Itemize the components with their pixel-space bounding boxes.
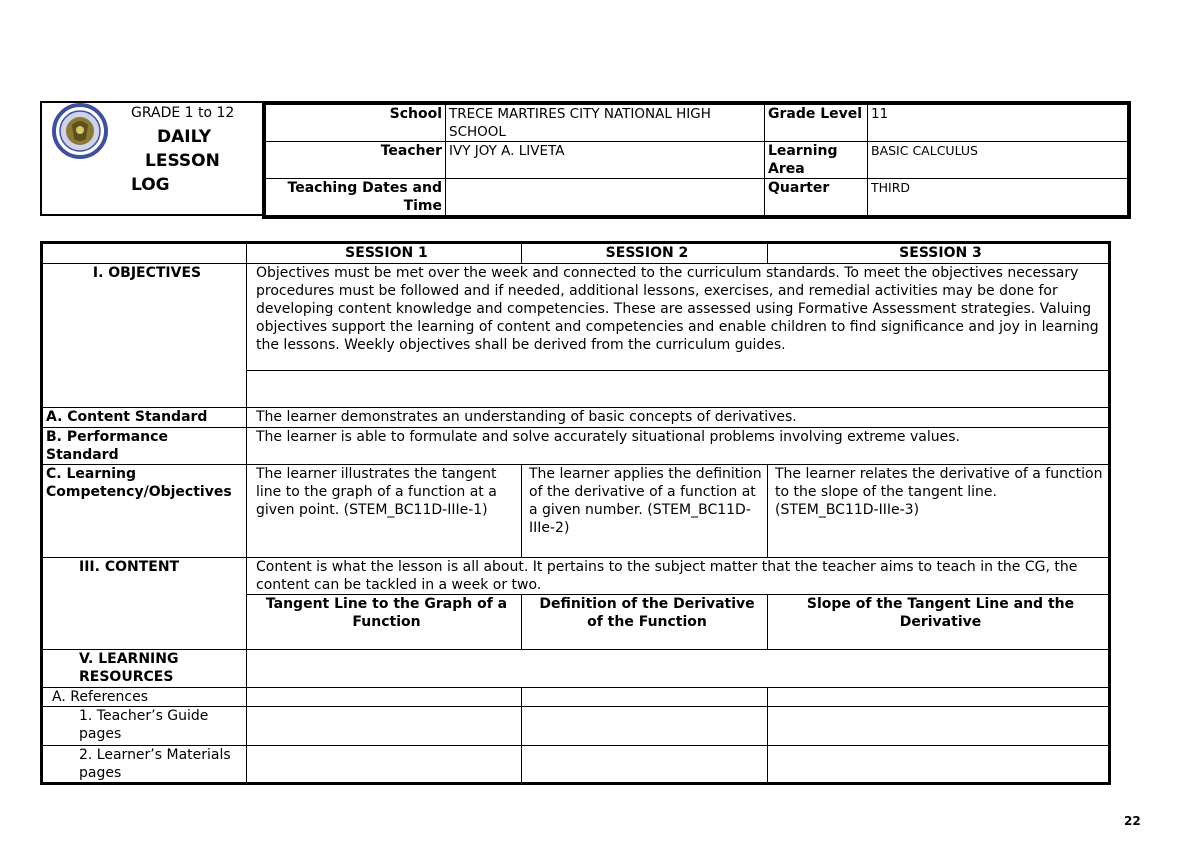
teacher-label: Teacher <box>264 142 446 179</box>
deped-seal-logo <box>50 103 110 159</box>
references-session-3 <box>768 688 1110 707</box>
teachers-guide-session-2 <box>522 707 768 746</box>
learners-materials-session-1 <box>247 746 522 784</box>
content-row <box>42 558 1110 595</box>
content-standard-text: The learner demonstrates an understanding of basic concepts of derivatives. <box>247 408 1110 428</box>
teachers-guide-label: 1. Teacher’s Guide pages <box>42 707 247 746</box>
topic-session-3: Slope of the Tangent Line and the Derivative <box>768 595 1110 650</box>
grade-level-value: 11 <box>868 103 1130 142</box>
title-line: LESSON <box>145 151 220 171</box>
teachers-guide-row <box>42 707 1110 746</box>
objectives-text: Objectives must be met over the week and connected to the curriculum standards. To meet the objectives necessary procedures must be followed and if needed, additional lessons, exercises, and remedial activities may be done for developing content knowledge and competencies. These are assessed using Formative Assessment strategies. Valuing objectives support the learning of content and competencies and enable children to find significance and joy in learning the lessons. Weekly objectives shall be derived from the curriculum guides. <box>247 264 1110 371</box>
references-session-1 <box>247 688 522 707</box>
learning-area-value: BASIC CALCULUS <box>868 142 1130 179</box>
learners-materials-session-2 <box>522 746 768 784</box>
learning-area-label: Learning Area <box>765 142 868 179</box>
topic-session-2: Definition of the Derivative of the Function <box>522 595 768 650</box>
learners-materials-label: 2. Learner’s Materials pages <box>42 746 247 784</box>
page-number: 22 <box>1124 814 1141 828</box>
objectives-blank-cell <box>247 371 1110 408</box>
competency-session-1: The learner illustrates the tangent line to the graph of a function at a given point. (STEM_BC11D-IIIe-1) <box>247 465 522 558</box>
objectives-label: I. OBJECTIVES <box>42 264 247 408</box>
learners-materials-row <box>42 746 1110 784</box>
session-header-row <box>42 243 1110 264</box>
teaching-dates-value <box>446 179 765 218</box>
learning-resources-cell <box>247 650 1110 688</box>
learning-resources-label: V. LEARNING RESOURCES <box>42 650 247 688</box>
competency-label: C. Learning Competency/Objectives <box>42 465 247 558</box>
teaching-dates-label: Teaching Dates and Time <box>264 179 446 218</box>
topic-session-1: Tangent Line to the Graph of a Function <box>247 595 522 650</box>
performance-standard-text: The learner is able to formulate and solve accurately situational problems involving extreme values. <box>247 428 1110 465</box>
objectives-row <box>42 264 1110 371</box>
competency-row <box>42 465 1110 558</box>
session-1-header: SESSION 1 <box>247 243 522 264</box>
references-row <box>42 688 1110 707</box>
school-value: TRECE MARTIRES CITY NATIONAL HIGH SCHOOL <box>446 103 765 142</box>
learners-materials-session-3 <box>768 746 1110 784</box>
blank-corner-cell <box>42 243 247 264</box>
header-info-table <box>262 101 1131 219</box>
quarter-label: Quarter <box>765 179 868 218</box>
teacher-value: IVY JOY A. LIVETA <box>446 142 765 179</box>
content-standard-label: A. Content Standard <box>42 408 247 428</box>
teachers-guide-session-3 <box>768 707 1110 746</box>
references-label: A. References <box>42 688 247 707</box>
daily-lesson-log-title <box>131 125 253 197</box>
session-3-header: SESSION 3 <box>768 243 1110 264</box>
competency-session-3: The learner relates the derivative of a function to the slope of the tangent line. (STEM_BC11D-IIIe-3) <box>768 465 1110 558</box>
title-line: LOG <box>131 175 170 195</box>
title-line: DAILY <box>157 127 212 147</box>
grade-range-label: GRADE 1 to 12 <box>131 105 235 121</box>
content-standard-row <box>42 408 1110 428</box>
learning-resources-row <box>42 650 1110 688</box>
session-2-header: SESSION 2 <box>522 243 768 264</box>
content-text: Content is what the lesson is all about. It pertains to the subject matter that the teacher aims to teach in the CG, the content can be tackled in a week or two. <box>247 558 1110 595</box>
teachers-guide-session-1 <box>247 707 522 746</box>
quarter-value: THIRD <box>868 179 1130 218</box>
performance-standard-label: B. Performance Standard <box>42 428 247 465</box>
competency-session-2: The learner applies the definition of the derivative of a function at a given number. (STEM_BC11D-IIIe-2) <box>522 465 768 558</box>
lesson-log-table <box>40 241 1111 785</box>
grade-level-label: Grade Level <box>765 103 868 142</box>
performance-standard-row <box>42 428 1110 465</box>
school-label: School <box>264 103 446 142</box>
content-label: III. CONTENT <box>42 558 247 650</box>
references-session-2 <box>522 688 768 707</box>
